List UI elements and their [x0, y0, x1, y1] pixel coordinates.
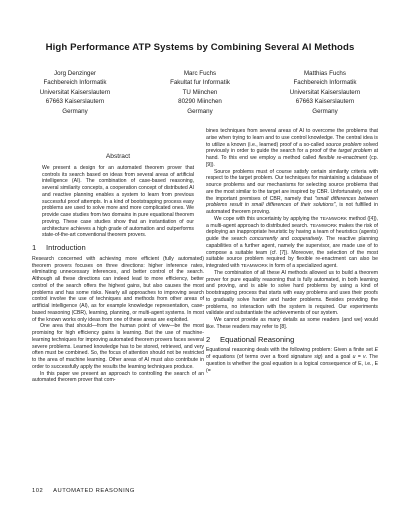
emphasis: flexible re-enactment: [318, 155, 368, 161]
author-dept: Fachbereich Informatik: [293, 79, 357, 87]
emphasis: source problem: [325, 141, 362, 148]
text-run: in form of a specialized agent.: [267, 263, 338, 269]
emphasis: concurrently: [249, 236, 278, 242]
text-run: makes the risk of deploying an inappropriate heuristic by having a team of heuristics (agents) guide the search: [206, 222, 378, 242]
abstract-heading: Abstract: [105, 153, 131, 160]
section2-paragraph: [206, 347, 378, 374]
intro-paragraph-1: Research concerned with achieving more efficient (fully automated) theorem provers focuses on three directions: higher inference rates, eliminating unnecessary inferences, and better control of the search. Although all these directions can indeed lead to more efficiency, better control of the search offers the highest gains, but also causes the most problems and has some risks. Nearly all approaches to improving search control involve the use of techniques and methods from other areas of artificial intelligence (AI), as for example knowledge representation, case-based reasoning (CBR), learning, planning, or multi-agent systems. In most of the known works only ideas from one of these areas are exploited.: [32, 255, 204, 323]
body-paragraph-2: [206, 169, 378, 216]
author-block: [16, 69, 384, 116]
text-run: and: [277, 236, 292, 242]
paper-title: High Performance ATP Systems by Combining Several AI Methods: [45, 42, 355, 53]
author-city: 67663 Kaiserslautern: [295, 98, 355, 106]
emphasis: sig: [314, 354, 321, 360]
intro-paragraph-2: One area that should—from the human point of view—be the most promising for high efficiency gains is learning. But the use of machine-learning techniques for improving automated theorem provers faces several severe problems. Learned knowledge has to be stored, retrieved, and very often must be combined. So, the focus of attention should not be restricted to the area of machine learning. Other areas of AI must also contribute in order to successfully apply the results the learning techniques produce.: [32, 323, 205, 370]
text-run: at hand. To this end we employ a method called: [206, 148, 378, 161]
text-run: Equational reasoning deals with the following problem: Given a finite set: [206, 347, 375, 354]
text-run: (cp. [9]).: [206, 155, 379, 168]
left-column: [32, 154, 204, 384]
author-dept: Fakultat fur Informatik: [170, 79, 230, 87]
section-heading-equational-reasoning: [206, 334, 378, 344]
author-2: [141, 69, 259, 116]
author-country: Germany: [62, 107, 88, 115]
author-dept: Fachbereich Informatik: [43, 79, 107, 87]
author-country: Germany: [312, 107, 338, 115]
right-column: [206, 128, 378, 374]
author-univ: Universitat Kaiserslautern: [289, 88, 361, 96]
text-run: method ([4]), a multi-agent approach to distributed search.: [206, 215, 378, 229]
body-paragraph-1: [206, 128, 378, 169]
intro-paragraph-3: In this paper we present an approach to controlling the search of an automated theorem prover that com-: [32, 370, 204, 384]
running-footer-label: AUTOMATED REASONING: [53, 488, 135, 494]
text-run: solved previously in order to guide the search for a proof of the: [206, 141, 378, 155]
emphasis: target problem: [338, 148, 372, 155]
author-name: Marc Fuchs: [183, 70, 217, 77]
author-univ: TU Miinchen: [182, 88, 218, 96]
section-title: Introduction: [46, 243, 86, 252]
author-univ: Universitat Kaiserslautern: [39, 88, 111, 96]
text-run: , is not fulfilled in automated theorem proving.: [206, 202, 378, 215]
author-1: [16, 69, 134, 116]
system-name: TEAMWORK: [310, 222, 338, 228]
author-3: [266, 69, 384, 116]
text-run: We cope with this uncertainty by applying the: [214, 215, 320, 222]
text-run: . The reactive planning capabilities of a further agent, namely the supervisor, are made use of to compose a suitable team (cf. [7]). Moreover, the selection of the most suitable source problem required by flexible re-enactment can also be integrated with: [206, 236, 378, 269]
author-name: Jorg Denzinger: [54, 70, 96, 77]
system-name: TEAMWORK: [319, 215, 347, 221]
text-run: bines techniques from several areas of AI to overcome the problems that arise when trying to learn and to use control knowledge. The central idea is to utilize a known (i.e., learned) proof of a so-called: [206, 128, 378, 148]
text-run: of equations (of terms over a fixed signature: [206, 354, 315, 360]
section-title: Equational Reasoning: [220, 334, 295, 344]
body-paragraph-3: [206, 216, 378, 270]
author-city: 67663 Kaiserslautern: [45, 98, 105, 106]
emphasis: "small differences between problems result in small differences of their solutions": [206, 195, 378, 209]
author-country: Germany: [187, 107, 213, 115]
body-paragraph-5: We cannot provide as many details as some readers (and we) would like. These readers may refer to [8].: [206, 317, 378, 330]
emphasis: cooperatively: [291, 236, 322, 242]
emphasis: u = v: [352, 354, 366, 360]
author-city: 80290 Miinchen: [178, 98, 222, 106]
text-run: Source problems must of course satisfy certain similarity criteria with respect to the target problem. Our techniques for maintaining a database of source problems and our mechanisms for selecting source problems that are the most similar to the target are inspired by CBR. Unfortunately, one of the important premises of CBR, namely that: [206, 168, 378, 202]
page-number: 102: [32, 488, 44, 494]
system-name: TEAMWORK: [240, 263, 268, 268]
page-footer: [32, 488, 135, 494]
body-paragraph-4: The combination of all these AI methods allowed us to build a theorem prover for pure equality reasoning that is fully automated, in both learning and proving, and is able to solve hard problems by using a kind of bootstrapping process that starts with easy problems and uses their proofs to gradually solve harder and harder problems. Besides providing the problems, no interaction with the system is required. Our experiments validate and substantiate the achievements of our system.: [206, 269, 378, 317]
text-run: . The question is whether the goal equation is a logical consequence of E, i.e., E (=: [206, 354, 378, 374]
section-heading-introduction: [32, 245, 204, 252]
section-number: 2: [206, 334, 211, 344]
emphasis: E: [374, 347, 378, 354]
text-run: ) and a goal: [320, 354, 353, 360]
section-number: 1: [32, 243, 37, 252]
abstract-text: We present a design for an automated theorem prover that controls its search based on ideas from several areas of artificial intelligence (AI). The combination of case-based reasoning, several similarity concepts, a cooperation concept of distributed AI and reactive planning enables a system to learn from previous successful proof attempts. In a kind of bootstrapping process easy problems are used to solve more and more complicated ones. We provide case studies from two domains in pure equational theorem proving. These case studies show that an instantiation of our architecture achieves a high grade of automation and outperforms state-of-the-art conventional theorem provers.: [42, 164, 194, 239]
author-name: Matthias Fuchs: [304, 70, 346, 77]
